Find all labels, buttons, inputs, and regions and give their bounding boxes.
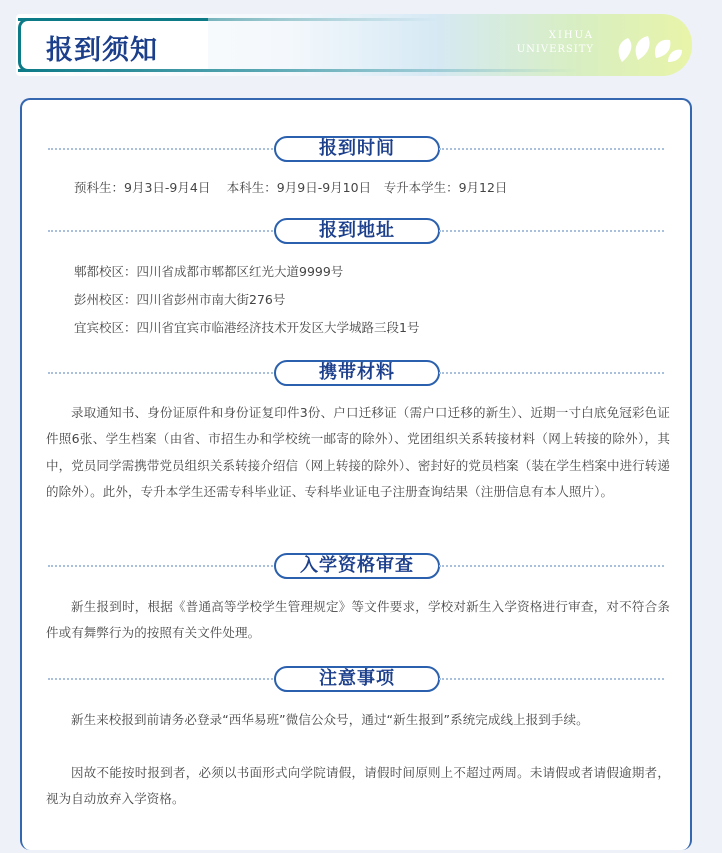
university-line-1: XIHUA [548, 30, 594, 41]
heading-pill: 注意事项 [274, 666, 440, 692]
university-line-2: UNIVERSITY [516, 44, 594, 55]
heading-pill: 报到地址 [274, 218, 440, 244]
content-card [20, 98, 692, 850]
time-text: 预科生：9月3日-9月4日 本科生：9月9日-9月10日 专升本学生：9月12日 [74, 180, 508, 195]
section-heading-address [48, 218, 664, 244]
qualification-text: 新生报到时，根据《普通高等学校学生管理规定》等文件要求，学校对新生入学资格进行审查，对不符合条件或有舞弊行为的按照有关文件处理。 [46, 599, 670, 641]
address-line: 彭州校区：四川省彭州市南大街276号 [74, 292, 286, 307]
notes-paragraph: 新生来校报到前请务必登录“西华易班”微信公众号，通过“新生报到”系统完成线上报到手续。 [71, 712, 589, 727]
dotted-divider-right [439, 148, 664, 150]
materials-text: 录取通知书、身份证原件和身份证复印件3份、户口迁移证（需户口迁移的新生）、近期一寸白底免冠彩色证件照6张、学生档案（由省、市招生办和学校统一邮寄的除外）、党团组织关系转接材料（网上转接的除外），其中，党员同学需携带党员组织关系转接介绍信（网上转接的除外）、密封好的党员档案（装在学生档案中进行转递的除外）。此外，专升本学生还需专科毕业证、专科毕业证电子注册查询结果（注册信息有本人照片）。 [46, 405, 670, 499]
section-heading-notes [48, 666, 664, 692]
page-title: 报到须知 [46, 35, 158, 66]
address-line: 宜宾校区：四川省宜宾市临港经济技术开发区大学城路三段1号 [74, 320, 420, 335]
header-banner [16, 14, 692, 76]
dotted-divider-left [48, 372, 273, 374]
dotted-divider-left [48, 565, 273, 567]
dotted-divider-left [48, 678, 273, 680]
dotted-divider-left [48, 230, 273, 232]
address-line: 郫都校区：四川省成都市郫都区红光大道9999号 [74, 264, 344, 279]
section-heading-time [48, 136, 664, 162]
section-heading-qualification [48, 553, 664, 579]
heading-pill: 报到时间 [274, 136, 440, 162]
heading-pill: 携带材料 [274, 360, 440, 386]
dotted-divider-left [48, 148, 273, 150]
notes-paragraph: 因故不能按时报到者，必须以书面形式向学院请假，请假时间原则上不超过两周。未请假或者请假逾期者，视为自动放弃入学资格。 [46, 765, 670, 807]
section-heading-materials [48, 360, 664, 386]
heading-pill: 入学资格审查 [274, 553, 440, 579]
university-wordmark [494, 29, 594, 57]
dotted-divider-right [439, 230, 664, 232]
dotted-divider-right [439, 565, 664, 567]
dotted-divider-right [439, 372, 664, 374]
dotted-divider-right [439, 678, 664, 680]
ginkgo-leaves-icon [612, 32, 684, 64]
